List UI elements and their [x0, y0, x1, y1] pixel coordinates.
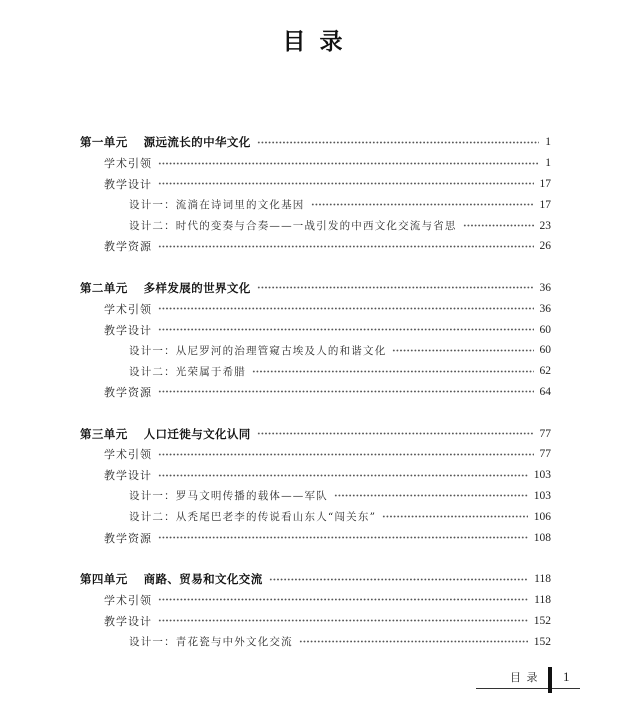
toc-unit-4: [80, 569, 551, 652]
page-number: 1: [545, 136, 551, 149]
toc-section-entry: [80, 153, 551, 174]
toc-unit-heading: [80, 132, 551, 153]
dot-leader: [252, 370, 534, 373]
design-title: 设计二：光荣属于希腊: [129, 365, 246, 378]
page-number: 36: [539, 302, 551, 315]
page-number: 60: [539, 344, 551, 357]
dot-leader: [158, 162, 539, 165]
footer-page-number: 1: [563, 669, 570, 684]
page-number: 106: [533, 510, 551, 523]
section-title: 教学设计: [104, 614, 152, 628]
page-number: 36: [539, 281, 551, 294]
dot-leader: [382, 515, 528, 518]
dot-leader: [158, 390, 534, 393]
footer-label: 目 录: [510, 671, 539, 684]
page-number: 60: [539, 323, 551, 336]
toc-design-entry: [80, 194, 551, 215]
table-of-contents: [80, 132, 551, 652]
dot-leader: [158, 328, 534, 331]
dot-leader: [158, 245, 534, 248]
footer-divider-bar: [548, 667, 552, 693]
page-number: 26: [539, 240, 551, 253]
section-title: 教学设计: [104, 323, 152, 337]
design-title: 设计二：从秃尾巴老李的传说看山东人“闯关东”: [129, 511, 377, 524]
page-title: 目 录: [282, 29, 346, 55]
design-title: 设计一：从尼罗河的治理管窥古埃及人的和谐文化: [129, 344, 387, 357]
page-number: 64: [539, 385, 551, 398]
toc-section-entry: [80, 319, 551, 340]
page-number: 152: [533, 635, 551, 648]
design-title: 设计二：时代的变奏与合奏——一战引发的中西文化交流与省思: [129, 220, 457, 233]
unit-number: 第三单元: [80, 426, 128, 441]
dot-leader: [158, 474, 528, 477]
section-title: 学术引领: [104, 593, 152, 607]
unit-title: 源远流长的中华文化: [143, 135, 251, 150]
page-number: 103: [533, 469, 551, 482]
page-number: 17: [539, 198, 551, 211]
toc-design-entry: [80, 631, 551, 652]
dot-leader: [311, 203, 534, 206]
dot-leader: [299, 640, 528, 643]
dot-leader: [158, 619, 528, 622]
dot-leader: [257, 432, 534, 435]
toc-section-entry: [80, 465, 551, 486]
dot-leader: [158, 307, 534, 310]
toc-section-entry: [80, 382, 551, 403]
toc-unit-1: [80, 132, 551, 257]
page-number: 103: [533, 489, 551, 502]
dot-leader: [269, 578, 529, 581]
toc-section-entry: [80, 590, 551, 611]
toc-section-entry: [80, 527, 551, 548]
dot-leader: [392, 349, 533, 352]
unit-title: 人口迁徙与文化认同: [143, 426, 251, 441]
section-title: 教学设计: [104, 177, 152, 191]
dot-leader: [257, 286, 534, 289]
toc-section-entry: [80, 174, 551, 195]
toc-design-entry: [80, 340, 551, 361]
design-title: 设计一：罗马文明传播的载体——军队: [129, 490, 328, 503]
unit-number: 第一单元: [80, 135, 128, 150]
toc-design-entry: [80, 215, 551, 236]
dot-leader: [158, 598, 528, 601]
page-number: 62: [539, 365, 551, 378]
page-number: 118: [534, 593, 551, 606]
toc-unit-heading: [80, 423, 551, 444]
toc-section-entry: [80, 444, 551, 465]
section-title: 教学资源: [104, 240, 152, 254]
page-number: 23: [539, 219, 551, 232]
dot-leader: [158, 453, 534, 456]
unit-number: 第二单元: [80, 280, 128, 295]
dot-leader: [257, 141, 540, 144]
page-number: 17: [539, 177, 551, 190]
toc-design-entry: [80, 506, 551, 527]
design-title: 设计一：青花瓷与中外文化交流: [129, 636, 293, 649]
toc-section-entry: [80, 236, 551, 257]
design-title: 设计一：流淌在诗词里的文化基因: [129, 199, 305, 212]
toc-unit-heading: [80, 569, 551, 590]
toc-design-entry: [80, 361, 551, 382]
section-title: 教学资源: [104, 531, 152, 545]
unit-title: 商路、贸易和文化交流: [143, 572, 263, 587]
unit-number: 第四单元: [80, 572, 128, 587]
page-number: 108: [533, 531, 551, 544]
toc-unit-3: [80, 423, 551, 548]
dot-leader: [334, 494, 528, 497]
toc-section-entry: [80, 610, 551, 631]
page-number: 118: [534, 573, 551, 586]
footer-rule: [476, 688, 580, 689]
dot-leader: [158, 536, 528, 539]
dot-leader: [158, 182, 534, 185]
section-title: 教学资源: [104, 385, 152, 399]
unit-title: 多样发展的世界文化: [143, 280, 251, 295]
page-number: 77: [539, 448, 551, 461]
toc-unit-heading: [80, 278, 551, 299]
section-title: 学术引领: [104, 157, 152, 171]
section-title: 教学设计: [104, 469, 152, 483]
section-title: 学术引领: [104, 302, 152, 316]
page-number: 152: [533, 614, 551, 627]
toc-design-entry: [80, 486, 551, 507]
section-title: 学术引领: [104, 448, 152, 462]
toc-section-entry: [80, 298, 551, 319]
dot-leader: [463, 224, 534, 227]
toc-unit-2: [80, 278, 551, 403]
page-number: 1: [545, 157, 551, 170]
page-number: 77: [539, 427, 551, 440]
